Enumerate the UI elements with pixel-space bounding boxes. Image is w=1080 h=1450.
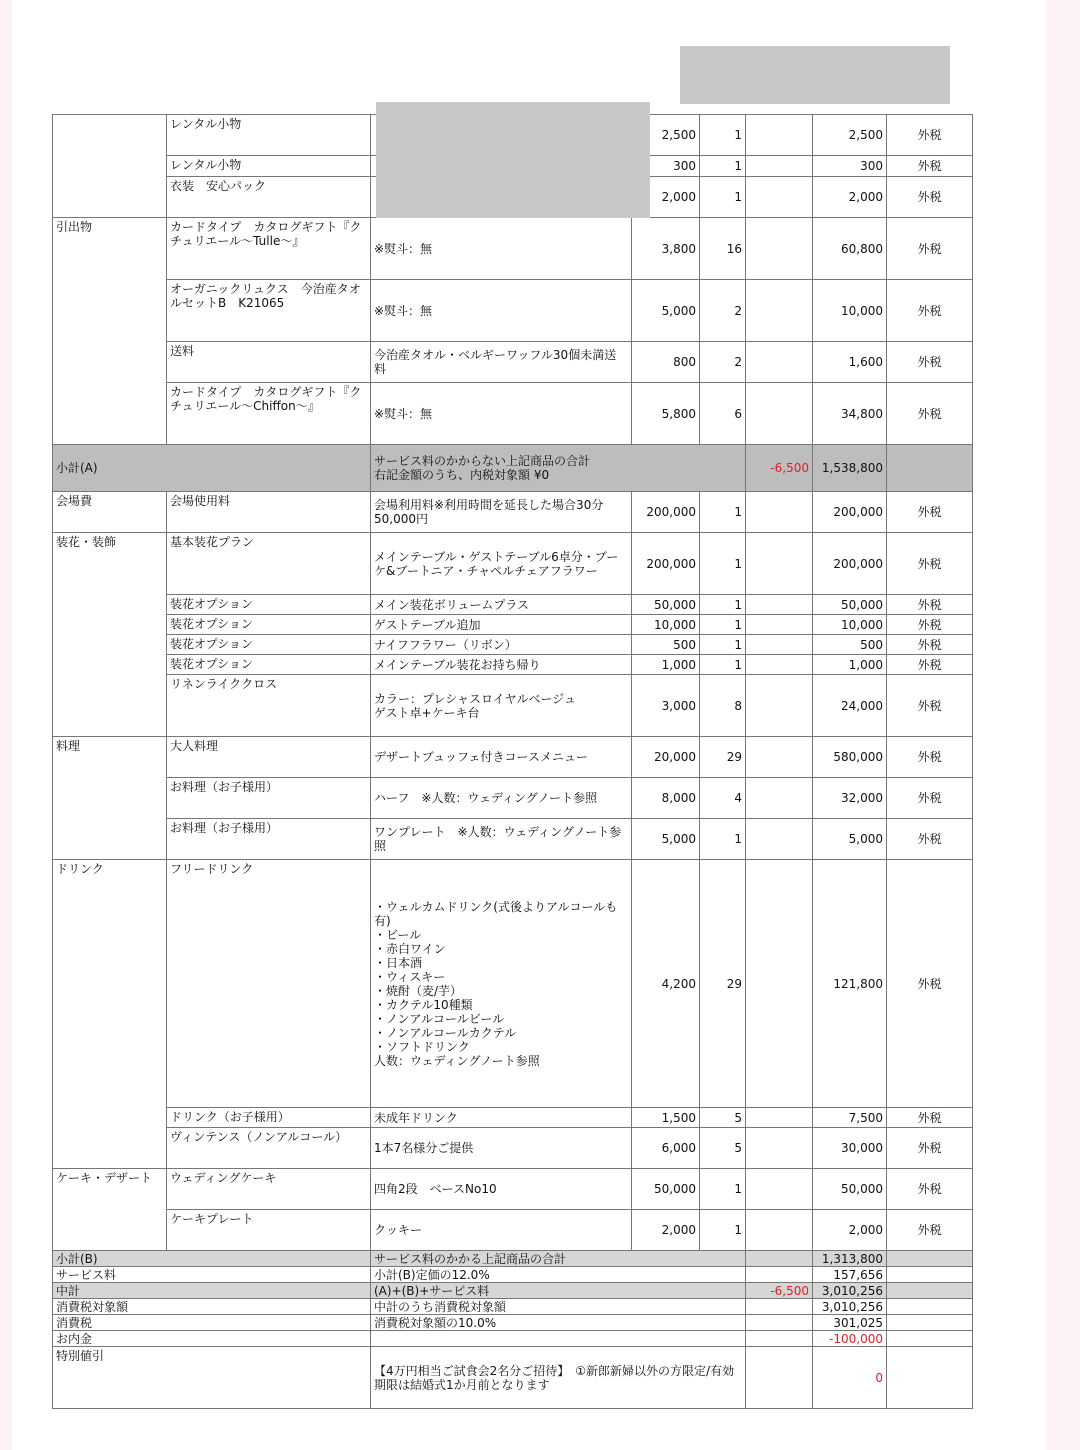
item-name: ドリンク（お子様用） (167, 1108, 371, 1128)
category-label: ドリンク (53, 860, 167, 1169)
table-row (53, 533, 973, 595)
discount (746, 635, 813, 655)
quantity: 1 (700, 115, 746, 156)
summary-discount: -6,500 (746, 1283, 813, 1299)
special-discount-amount: 0 (813, 1347, 887, 1409)
unit-price: 50,000 (632, 1169, 700, 1210)
item-name: ケーキプレート (167, 1210, 371, 1251)
unit-price: 800 (632, 342, 700, 383)
amount: 50,000 (813, 595, 887, 615)
amount: 30,000 (813, 1128, 887, 1169)
unit-price: 2,500 (632, 115, 700, 156)
amount: 34,800 (813, 383, 887, 445)
amount: 121,800 (813, 860, 887, 1108)
table-row (53, 383, 973, 445)
table-row (53, 342, 973, 383)
summary-label: 中計 (53, 1283, 371, 1299)
unit-price: 1,000 (632, 655, 700, 675)
table-row (53, 1128, 973, 1169)
item-name: 会場使用料 (167, 492, 371, 533)
discount (746, 1128, 813, 1169)
summary-discount (746, 1315, 813, 1331)
discount (746, 737, 813, 778)
tax-type: 外税 (887, 1210, 973, 1251)
item-detail: ナイフフラワー（リボン） (371, 635, 632, 655)
tax-type: 外税 (887, 156, 973, 177)
summary-discount (746, 1251, 813, 1267)
item-detail: ワンプレート ※人数：ウェディングノート参照 (371, 819, 632, 860)
subtotal-a-amount: 1,538,800 (813, 445, 887, 492)
tax-type: 外税 (887, 675, 973, 737)
quantity: 1 (700, 1210, 746, 1251)
table-row (53, 737, 973, 778)
quantity: 5 (700, 1108, 746, 1128)
quantity: 29 (700, 737, 746, 778)
tax-type: 外税 (887, 1128, 973, 1169)
category-label: 引出物 (53, 218, 167, 445)
item-name: ヴィンテンス（ノンアルコール） (167, 1128, 371, 1169)
amount: 24,000 (813, 675, 887, 737)
discount (746, 115, 813, 156)
tax-type: 外税 (887, 177, 973, 218)
unit-price: 200,000 (632, 492, 700, 533)
redacted-block-details (376, 102, 650, 218)
summary-discount (746, 1331, 813, 1347)
quantity: 1 (700, 492, 746, 533)
discount (746, 533, 813, 595)
quantity: 8 (700, 675, 746, 737)
tax-type: 外税 (887, 492, 973, 533)
amount: 10,000 (813, 280, 887, 342)
item-detail: ※熨斗：無 (371, 280, 632, 342)
subtotal-a-desc-line2: 右記金額のうち、内税対象額 ¥0 (374, 468, 550, 482)
tax-type: 外税 (887, 115, 973, 156)
summary-description (371, 1331, 746, 1347)
unit-price: 5,000 (632, 819, 700, 860)
tax-type: 外税 (887, 533, 973, 595)
special-discount-description: 【4万円相当ご試食会2名分ご招待】 ①新郎新婦以外の方限定/有効期限は結婚式1か月前となります (371, 1347, 746, 1409)
item-name: 装花オプション (167, 615, 371, 635)
table-row (53, 655, 973, 675)
item-name: レンタル小物 (167, 156, 371, 177)
item-detail: ハーフ ※人数：ウェディングノート参照 (371, 778, 632, 819)
redacted-block-header (680, 46, 950, 104)
summary-amount: 1,313,800 (813, 1251, 887, 1267)
discount (746, 1108, 813, 1128)
item-name: 装花オプション (167, 655, 371, 675)
item-name: 大人料理 (167, 737, 371, 778)
subtotal-a-description (371, 445, 746, 492)
unit-price: 6,000 (632, 1128, 700, 1169)
amount: 60,800 (813, 218, 887, 280)
item-detail: クッキー (371, 1210, 632, 1251)
discount (746, 595, 813, 615)
item-detail: メインテーブル装花お持ち帰り (371, 655, 632, 675)
summary-description: サービス料のかかる上記商品の合計 (371, 1251, 746, 1267)
summary-label: お内金 (53, 1331, 371, 1347)
summary-row (53, 1331, 973, 1347)
quantity: 1 (700, 635, 746, 655)
unit-price: 300 (632, 156, 700, 177)
summary-label: 小計(B) (53, 1251, 371, 1267)
discount (746, 342, 813, 383)
discount (746, 280, 813, 342)
amount: 5,000 (813, 819, 887, 860)
summary-row (53, 1315, 973, 1331)
unit-price: 1,500 (632, 1108, 700, 1128)
discount (746, 860, 813, 1108)
quantity: 29 (700, 860, 746, 1108)
special-discount-label: 特別値引 (53, 1347, 371, 1409)
item-name: オーガニックリュクス 今治産タオルセットB K21065 (167, 280, 371, 342)
table-row (53, 1169, 973, 1210)
discount (746, 383, 813, 445)
tax-type: 外税 (887, 383, 973, 445)
quantity: 2 (700, 342, 746, 383)
category-label: ケーキ・デザート (53, 1169, 167, 1251)
item-name: カードタイプ カタログギフト『クチュリエール～Chiffon～』 (167, 383, 371, 445)
item-detail: 今治産タオル・ベルギーワッフル30個未満送料 (371, 342, 632, 383)
quantity: 1 (700, 156, 746, 177)
tax-type: 外税 (887, 778, 973, 819)
discount (746, 156, 813, 177)
quantity: 6 (700, 383, 746, 445)
item-detail: 1本7名様分ご提供 (371, 1128, 632, 1169)
unit-price: 5,000 (632, 280, 700, 342)
discount (746, 1210, 813, 1251)
table-row (53, 819, 973, 860)
item-detail: メイン装花ボリュームプラス (371, 595, 632, 615)
summary-label: 消費税対象額 (53, 1299, 371, 1315)
table-row (53, 1108, 973, 1128)
item-name: 装花オプション (167, 635, 371, 655)
quantity: 1 (700, 533, 746, 595)
summary-description: 消費税対象額の10.0% (371, 1315, 746, 1331)
unit-price: 2,000 (632, 1210, 700, 1251)
amount: 300 (813, 156, 887, 177)
table-row (53, 615, 973, 635)
discount (746, 675, 813, 737)
summary-row (53, 1283, 973, 1299)
table-row (53, 492, 973, 533)
unit-price: 500 (632, 635, 700, 655)
summary-description: 小計(B)定価の12.0% (371, 1267, 746, 1283)
amount: 580,000 (813, 737, 887, 778)
subtotal-a-desc-line1: サービス料のかからない上記商品の合計 (374, 454, 591, 468)
quantity: 5 (700, 1128, 746, 1169)
quantity: 1 (700, 177, 746, 218)
amount: 7,500 (813, 1108, 887, 1128)
subtotal-a-discount: -6,500 (746, 445, 813, 492)
special-discount-row (53, 1347, 973, 1409)
tax-type: 外税 (887, 342, 973, 383)
unit-price: 3,000 (632, 675, 700, 737)
discount (746, 1169, 813, 1210)
amount: 2,000 (813, 1210, 887, 1251)
item-detail: 四角2段 ベースNo10 (371, 1169, 632, 1210)
item-name: ウェディングケーキ (167, 1169, 371, 1210)
item-detail: 未成年ドリンク (371, 1108, 632, 1128)
amount: 500 (813, 635, 887, 655)
summary-discount (746, 1299, 813, 1315)
table-row (53, 635, 973, 655)
unit-price: 200,000 (632, 533, 700, 595)
item-name: 衣装 安心パック (167, 177, 371, 218)
quantity: 1 (700, 819, 746, 860)
quantity: 1 (700, 615, 746, 635)
item-name: 送料 (167, 342, 371, 383)
item-name: お料理（お子様用） (167, 819, 371, 860)
table-row (53, 595, 973, 615)
discount (746, 615, 813, 635)
amount: 50,000 (813, 1169, 887, 1210)
amount: 1,600 (813, 342, 887, 383)
summary-row (53, 1251, 973, 1267)
amount: 1,000 (813, 655, 887, 675)
unit-price: 4,200 (632, 860, 700, 1108)
discount (746, 177, 813, 218)
amount: 10,000 (813, 615, 887, 635)
quantity: 16 (700, 218, 746, 280)
discount (746, 819, 813, 860)
unit-price: 20,000 (632, 737, 700, 778)
unit-price: 8,000 (632, 778, 700, 819)
item-name: 装花オプション (167, 595, 371, 615)
item-name: お料理（お子様用） (167, 778, 371, 819)
summary-amount: 3,010,256 (813, 1299, 887, 1315)
unit-price: 2,000 (632, 177, 700, 218)
estimate-table (52, 114, 973, 1409)
unit-price: 5,800 (632, 383, 700, 445)
subtotal-a-row (53, 445, 973, 492)
item-detail: カラー：プレシャスロイヤルベージュ ゲスト卓+ケーキ台 (371, 675, 632, 737)
item-name: カードタイプ カタログギフト『クチュリエール～Tulle～』 (167, 218, 371, 280)
item-detail: ・ウェルカムドリンク(式後よりアルコールも有) ・ビール ・赤白ワイン ・日本酒 ・ウィスキー ・焼酎（麦/芋） ・カクテル10種類 ・ノンアルコールビール ・ノンアルコールカクテル ・ソフトドリンク 人数：ウェディングノート参照 (371, 860, 632, 1108)
tax-type: 外税 (887, 655, 973, 675)
amount: 2,500 (813, 115, 887, 156)
summary-amount: 301,025 (813, 1315, 887, 1331)
amount: 200,000 (813, 533, 887, 595)
table-row (53, 860, 973, 1108)
subtotal-a-label: 小計(A) (53, 445, 371, 492)
item-detail: デザートブュッフェ付きコースメニュー (371, 737, 632, 778)
tax-type: 外税 (887, 218, 973, 280)
summary-amount: 157,656 (813, 1267, 887, 1283)
amount: 2,000 (813, 177, 887, 218)
quantity: 4 (700, 778, 746, 819)
tax-type: 外税 (887, 737, 973, 778)
item-detail: ※熨斗：無 (371, 218, 632, 280)
tax-type: 外税 (887, 615, 973, 635)
discount (746, 218, 813, 280)
table-row (53, 218, 973, 280)
table-row (53, 1210, 973, 1251)
item-detail: 会場利用料※利用時間を延長した場合30分50,000円 (371, 492, 632, 533)
summary-description: 中計のうち消費税対象額 (371, 1299, 746, 1315)
item-name: フリードリンク (167, 860, 371, 1108)
unit-price: 3,800 (632, 218, 700, 280)
category-label: 装花・装飾 (53, 533, 167, 737)
summary-description: (A)+(B)+サービス料 (371, 1283, 746, 1299)
discount (746, 492, 813, 533)
quantity: 1 (700, 1169, 746, 1210)
amount: 32,000 (813, 778, 887, 819)
quantity: 2 (700, 280, 746, 342)
item-name: 基本装花プラン (167, 533, 371, 595)
quantity: 1 (700, 595, 746, 615)
table-row (53, 778, 973, 819)
table-row (53, 280, 973, 342)
amount: 200,000 (813, 492, 887, 533)
quantity: 1 (700, 655, 746, 675)
discount (746, 778, 813, 819)
category-label: 料理 (53, 737, 167, 860)
unit-price: 50,000 (632, 595, 700, 615)
summary-label: サービス料 (53, 1267, 371, 1283)
summary-amount: -100,000 (813, 1331, 887, 1347)
tax-type: 外税 (887, 1108, 973, 1128)
item-name: レンタル小物 (167, 115, 371, 156)
item-name: リネンライククロス (167, 675, 371, 737)
summary-amount: 3,010,256 (813, 1283, 887, 1299)
category-label: 会場費 (53, 492, 167, 533)
tax-type: 外税 (887, 819, 973, 860)
item-detail: ※熨斗：無 (371, 383, 632, 445)
tax-type: 外税 (887, 860, 973, 1108)
summary-row (53, 1299, 973, 1315)
summary-discount (746, 1267, 813, 1283)
discount (746, 655, 813, 675)
item-detail: ゲストテーブル追加 (371, 615, 632, 635)
summary-label: 消費税 (53, 1315, 371, 1331)
summary-row (53, 1267, 973, 1283)
category-cell-empty (53, 115, 167, 218)
tax-type: 外税 (887, 635, 973, 655)
tax-type: 外税 (887, 280, 973, 342)
table-row (53, 675, 973, 737)
tax-type: 外税 (887, 1169, 973, 1210)
unit-price: 10,000 (632, 615, 700, 635)
item-detail: メインテーブル・ゲストテーブル6卓分・ブーケ&ブートニア・チャペルチェアフラワー (371, 533, 632, 595)
tax-type: 外税 (887, 595, 973, 615)
